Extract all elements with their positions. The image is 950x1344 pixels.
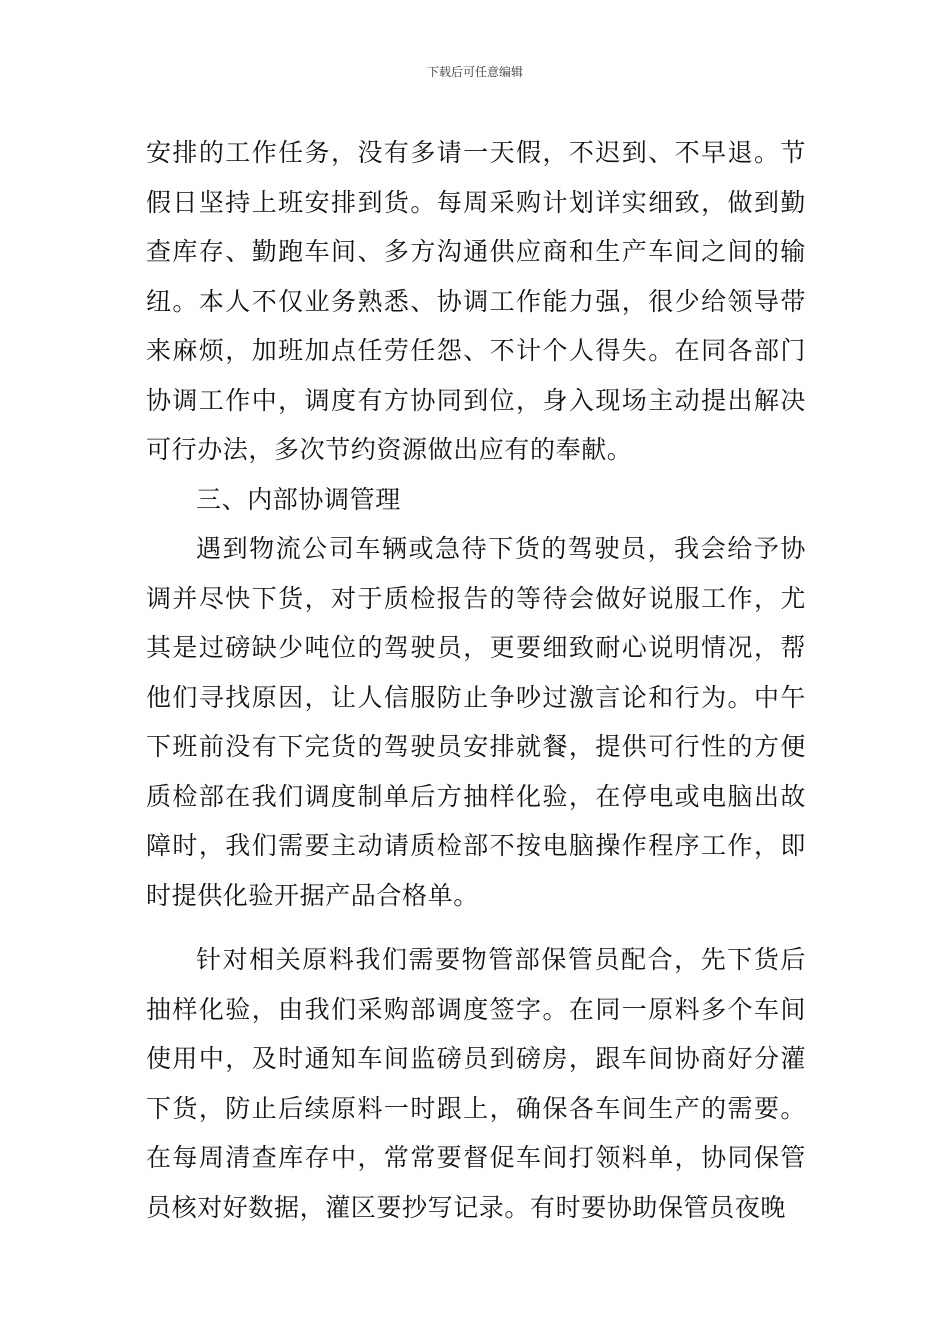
paragraph-continuation: 安排的工作任务，没有多请一天假，不迟到、不早退。节假日坚持上班安排到货。每周采购计划详实细致，做到勤查库存、勤跑车间、多方沟通供应商和生产车间之间的输纽。本人不仅业务熟悉、协调工作能力强，很少给领导带来麻烦，加班加点任劳任怨、不计个人得失。在同各部门协调工作中，调度有方协同到位，身入现场主动提出解决可行办法，多次节约资源做出应有的奉献。 [146, 138, 806, 464]
paragraph-coordination: 遇到物流公司车辆或急待下货的驾驶员，我会给予协调并尽快下货，对于质检报告的等待会做好说服工作，尤其是过磅缺少吨位的驾驶员，更要细致耐心说明情况，帮他们寻找原因，让人信服防止争吵过激言论和行为。中午下班前没有下完货的驾驶员安排就餐，提供可行性的方便质检部在我们调度制单后方抽样化验，在停电或电脑出故障时，我们需要主动请质检部不按电脑操作程序工作，即时提供化验开据产品合格单。 [146, 534, 806, 910]
document-body [146, 128, 806, 1232]
section-heading: 三、内部协调管理 [196, 484, 401, 514]
paragraph-materials: 针对相关原料我们需要物管部保管员配合，先下货后抽样化验，由我们采购部调度签字。在同一原料多个车间使用中，及时通知车间监磅员到磅房，跟车间协商好分灌下货，防止后续原料一时跟上，确保各车间生产的需要。在每周清查库存中，常常要督促车间打领料单，协同保管员核对好数据，灌区要抄写记录。有时要协助保管员夜晚 [146, 945, 806, 1222]
page-header-note: 下载后可任意编辑 [426, 65, 523, 79]
